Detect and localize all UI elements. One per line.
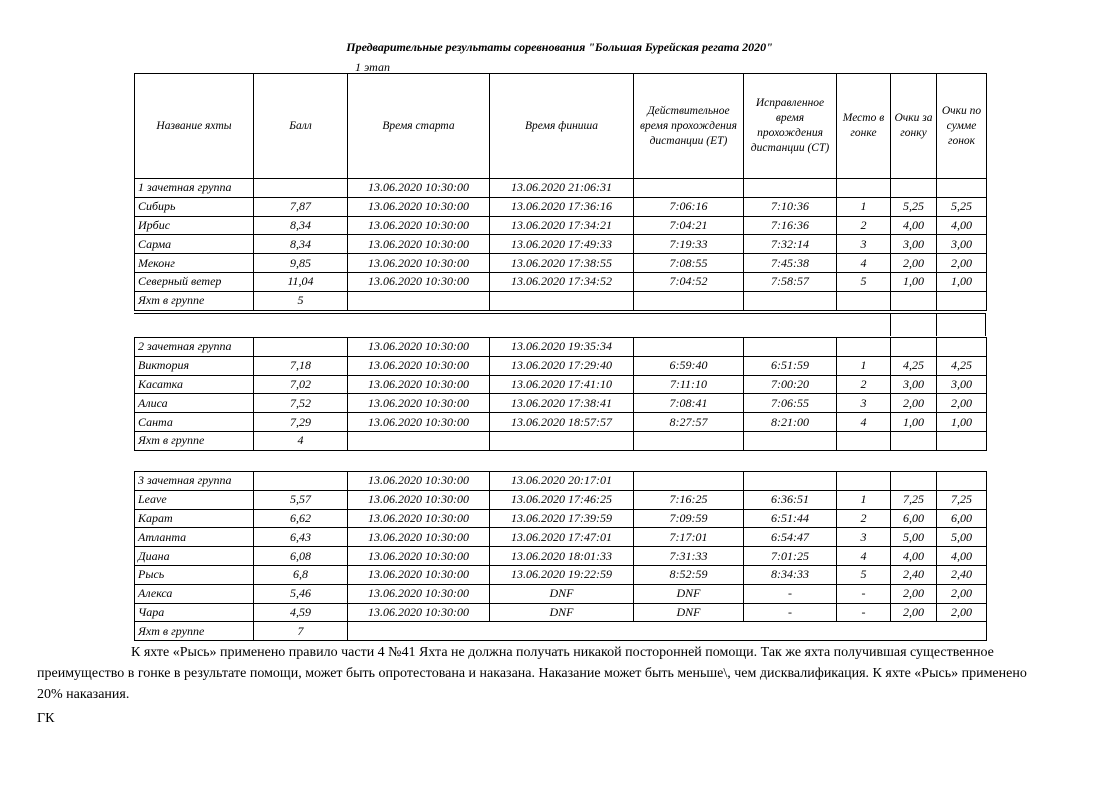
corrected-time: 8:21:00 xyxy=(744,413,837,432)
race-place: 2 xyxy=(837,216,891,235)
yacht-name: Сибирь xyxy=(135,197,254,216)
yacht-name: Рысь xyxy=(135,565,254,584)
empty-cell xyxy=(490,291,634,310)
empty-cell xyxy=(254,179,348,198)
group-count-row xyxy=(135,431,987,450)
results-table-group-3 xyxy=(134,471,987,641)
race-place: 2 xyxy=(837,509,891,528)
empty-cell xyxy=(937,179,987,198)
group-3-body xyxy=(135,472,987,641)
empty-cell xyxy=(891,179,937,198)
total-points: 5,00 xyxy=(937,528,987,547)
finish-time: 13.06.2020 18:01:33 xyxy=(490,547,634,566)
race-points: 6,00 xyxy=(891,509,937,528)
yacht-name: Касатка xyxy=(135,375,254,394)
empty-cell xyxy=(744,179,837,198)
group-label: 3 зачетная группа xyxy=(135,472,254,491)
start-time: 13.06.2020 10:30:00 xyxy=(348,197,490,216)
elapsed-time: 7:19:33 xyxy=(634,235,744,254)
empty-cell xyxy=(744,472,837,491)
yacht-score: 7,29 xyxy=(254,413,348,432)
corrected-time: 6:51:44 xyxy=(744,509,837,528)
total-points: 3,00 xyxy=(937,235,987,254)
elapsed-time: 8:52:59 xyxy=(634,565,744,584)
group-count-row xyxy=(135,622,987,641)
empty-cell xyxy=(837,291,891,310)
elapsed-time: 7:31:33 xyxy=(634,547,744,566)
race-points: 2,00 xyxy=(891,254,937,273)
group-2-body xyxy=(135,338,987,451)
empty-cell xyxy=(937,291,987,310)
total-points: 1,00 xyxy=(937,413,987,432)
yacht-name: Leave xyxy=(135,490,254,509)
start-time: 13.06.2020 10:30:00 xyxy=(348,272,490,291)
table-row xyxy=(135,547,987,566)
table-row xyxy=(135,254,987,273)
header-et: Действительное время прохождения дистанции (ET) xyxy=(634,74,744,179)
race-points: 4,00 xyxy=(891,216,937,235)
elapsed-time: 7:08:55 xyxy=(634,254,744,273)
start-time: 13.06.2020 10:30:00 xyxy=(348,356,490,375)
race-points: 3,00 xyxy=(891,235,937,254)
header-score: Балл xyxy=(254,74,348,179)
finish-time: 13.06.2020 17:36:16 xyxy=(490,197,634,216)
total-points: 2,40 xyxy=(937,565,987,584)
start-time: 13.06.2020 10:30:00 xyxy=(348,584,490,603)
corrected-time: 7:01:25 xyxy=(744,547,837,566)
yacht-score: 6,08 xyxy=(254,547,348,566)
penalty-note xyxy=(37,642,1037,705)
table-row xyxy=(135,413,987,432)
group-header-row xyxy=(135,338,987,357)
header-ct: Исправленное время прохождения дистанции (CT) xyxy=(744,74,837,179)
race-place: 4 xyxy=(837,413,891,432)
group-count-label: Яхт в группе xyxy=(135,291,254,310)
group-start-time: 13.06.2020 10:30:00 xyxy=(348,472,490,491)
yacht-score: 5,57 xyxy=(254,490,348,509)
race-place: 1 xyxy=(837,356,891,375)
empty-cell xyxy=(634,431,744,450)
elapsed-time: 7:06:16 xyxy=(634,197,744,216)
start-time: 13.06.2020 10:30:00 xyxy=(348,216,490,235)
group-finish-time: 13.06.2020 21:06:31 xyxy=(490,179,634,198)
start-time: 13.06.2020 10:30:00 xyxy=(348,413,490,432)
elapsed-time: 7:11:10 xyxy=(634,375,744,394)
elapsed-time: 6:59:40 xyxy=(634,356,744,375)
empty-cell xyxy=(634,472,744,491)
empty-cell xyxy=(744,291,837,310)
total-points: 4,00 xyxy=(937,547,987,566)
yacht-score: 6,62 xyxy=(254,509,348,528)
total-points: 6,00 xyxy=(937,509,987,528)
race-points: 4,25 xyxy=(891,356,937,375)
yacht-name: Диана xyxy=(135,547,254,566)
total-points: 2,00 xyxy=(937,394,987,413)
group-label: 1 зачетная группа xyxy=(135,179,254,198)
total-points: 7,25 xyxy=(937,490,987,509)
yacht-name: Чара xyxy=(135,603,254,622)
corrected-time: 8:34:33 xyxy=(744,565,837,584)
yacht-name: Алекса xyxy=(135,584,254,603)
corrected-time: 7:45:38 xyxy=(744,254,837,273)
yacht-name: Атланта xyxy=(135,528,254,547)
elapsed-time: 8:27:57 xyxy=(634,413,744,432)
total-points: 5,25 xyxy=(937,197,987,216)
group-count-row xyxy=(135,291,987,310)
empty-cell xyxy=(490,431,634,450)
signature: ГК xyxy=(37,711,55,726)
yacht-name: Северный ветер xyxy=(135,272,254,291)
race-points: 1,00 xyxy=(891,272,937,291)
race-place: 1 xyxy=(837,197,891,216)
group-header-row xyxy=(135,472,987,491)
elapsed-time: 7:17:01 xyxy=(634,528,744,547)
group-1-body xyxy=(135,179,987,311)
corrected-time: - xyxy=(744,584,837,603)
race-points: 3,00 xyxy=(891,375,937,394)
group-label: 2 зачетная группа xyxy=(135,338,254,357)
empty-cell xyxy=(837,431,891,450)
finish-time: 13.06.2020 17:29:40 xyxy=(490,356,634,375)
start-time: 13.06.2020 10:30:00 xyxy=(348,254,490,273)
table-row xyxy=(135,603,987,622)
total-points: 1,00 xyxy=(937,272,987,291)
table-row xyxy=(135,394,987,413)
group-separator xyxy=(134,313,986,336)
yacht-score: 6,8 xyxy=(254,565,348,584)
group-finish-time: 13.06.2020 20:17:01 xyxy=(490,472,634,491)
corrected-time: 7:10:36 xyxy=(744,197,837,216)
finish-time: 13.06.2020 17:49:33 xyxy=(490,235,634,254)
table-row xyxy=(135,584,987,603)
group-finish-time: 13.06.2020 19:35:34 xyxy=(490,338,634,357)
total-points: 2,00 xyxy=(937,254,987,273)
corrected-time: 7:58:57 xyxy=(744,272,837,291)
race-points: 2,40 xyxy=(891,565,937,584)
elapsed-time: 7:09:59 xyxy=(634,509,744,528)
empty-cell xyxy=(891,431,937,450)
yacht-name: Меконг xyxy=(135,254,254,273)
race-place: - xyxy=(837,584,891,603)
header-points: Очки за гонку xyxy=(891,74,937,179)
header-start: Время старта xyxy=(348,74,490,179)
finish-time: 13.06.2020 17:38:55 xyxy=(490,254,634,273)
header-place: Место в гонке xyxy=(837,74,891,179)
yacht-name: Алиса xyxy=(135,394,254,413)
race-place: 3 xyxy=(837,528,891,547)
table-row xyxy=(135,235,987,254)
finish-time: 13.06.2020 17:38:41 xyxy=(490,394,634,413)
empty-cell xyxy=(254,472,348,491)
empty-cell xyxy=(634,338,744,357)
start-time: 13.06.2020 10:30:00 xyxy=(348,394,490,413)
total-points: 2,00 xyxy=(937,603,987,622)
race-place: 1 xyxy=(837,490,891,509)
elapsed-time: 7:08:41 xyxy=(634,394,744,413)
group-count: 7 xyxy=(254,622,348,641)
finish-time: 13.06.2020 17:47:01 xyxy=(490,528,634,547)
start-time: 13.06.2020 10:30:00 xyxy=(348,603,490,622)
yacht-score: 8,34 xyxy=(254,216,348,235)
race-place: 4 xyxy=(837,547,891,566)
elapsed-time: DNF xyxy=(634,584,744,603)
header-finish: Время финиша xyxy=(490,74,634,179)
yacht-score: 9,85 xyxy=(254,254,348,273)
group-header-row xyxy=(135,179,987,198)
empty-cell xyxy=(254,338,348,357)
group-count: 4 xyxy=(254,431,348,450)
corrected-time: 6:51:59 xyxy=(744,356,837,375)
yacht-score: 8,34 xyxy=(254,235,348,254)
race-place: 5 xyxy=(837,565,891,584)
group-start-time: 13.06.2020 10:30:00 xyxy=(348,338,490,357)
table-row xyxy=(135,216,987,235)
finish-time: 13.06.2020 17:34:21 xyxy=(490,216,634,235)
empty-cell xyxy=(891,338,937,357)
group-start-time: 13.06.2020 10:30:00 xyxy=(348,179,490,198)
race-place: 4 xyxy=(837,254,891,273)
finish-time: 13.06.2020 19:22:59 xyxy=(490,565,634,584)
total-points: 4,25 xyxy=(937,356,987,375)
group-count-label: Яхт в группе xyxy=(135,431,254,450)
race-place: - xyxy=(837,603,891,622)
empty-cell xyxy=(837,338,891,357)
start-time: 13.06.2020 10:30:00 xyxy=(348,547,490,566)
finish-time: 13.06.2020 17:46:25 xyxy=(490,490,634,509)
yacht-score: 5,46 xyxy=(254,584,348,603)
table-row xyxy=(135,509,987,528)
table-row xyxy=(135,272,987,291)
empty-cell xyxy=(891,291,937,310)
table-row xyxy=(135,490,987,509)
corrected-time: 6:36:51 xyxy=(744,490,837,509)
table-row xyxy=(135,356,987,375)
stage-label: 1 этап xyxy=(355,60,390,74)
total-points: 3,00 xyxy=(937,375,987,394)
start-time: 13.06.2020 10:30:00 xyxy=(348,565,490,584)
finish-time: DNF xyxy=(490,603,634,622)
header-total: Очки по сумме гонок xyxy=(937,74,987,179)
yacht-score: 7,52 xyxy=(254,394,348,413)
total-points: 4,00 xyxy=(937,216,987,235)
race-place: 3 xyxy=(837,394,891,413)
empty-cell xyxy=(937,472,987,491)
yacht-score: 7,02 xyxy=(254,375,348,394)
finish-time: 13.06.2020 18:57:57 xyxy=(490,413,634,432)
start-time: 13.06.2020 10:30:00 xyxy=(348,235,490,254)
finish-time: 13.06.2020 17:39:59 xyxy=(490,509,634,528)
corrected-time: 7:32:14 xyxy=(744,235,837,254)
corrected-time: - xyxy=(744,603,837,622)
corrected-time: 6:54:47 xyxy=(744,528,837,547)
yacht-name: Ирбис xyxy=(135,216,254,235)
corrected-time: 7:00:20 xyxy=(744,375,837,394)
elapsed-time: 7:16:25 xyxy=(634,490,744,509)
empty-cell xyxy=(891,472,937,491)
results-table-group-2 xyxy=(134,337,987,451)
empty-cell xyxy=(348,291,490,310)
race-place: 3 xyxy=(837,235,891,254)
results-table-group-1 xyxy=(134,73,987,311)
race-place: 5 xyxy=(837,272,891,291)
race-points: 2,00 xyxy=(891,584,937,603)
table-row xyxy=(135,375,987,394)
elapsed-time: 7:04:52 xyxy=(634,272,744,291)
yacht-score: 6,43 xyxy=(254,528,348,547)
empty-cell xyxy=(634,179,744,198)
empty-cell xyxy=(837,472,891,491)
finish-time: DNF xyxy=(490,584,634,603)
header-row xyxy=(135,74,987,179)
empty-cell xyxy=(634,291,744,310)
start-time: 13.06.2020 10:30:00 xyxy=(348,528,490,547)
empty-cell xyxy=(348,431,490,450)
race-points: 1,00 xyxy=(891,413,937,432)
empty-cell xyxy=(744,338,837,357)
yacht-score: 4,59 xyxy=(254,603,348,622)
yacht-score: 11,04 xyxy=(254,272,348,291)
table-row xyxy=(135,197,987,216)
empty-cell xyxy=(937,338,987,357)
group-count-label: Яхт в группе xyxy=(135,622,254,641)
penalty-note-text: К яхте «Рысь» применено правило части 4 №41 Яхта не должна получать никакой посторонней помощи. Так же яхта получившая существенное преимущество в гонке в результате помощи, может быть опротестована и наказана. Наказание может быть меньше\, чем дисквалификация. К яхте «Рысь» применено 20% наказания. xyxy=(37,645,1027,702)
yacht-score: 7,18 xyxy=(254,356,348,375)
elapsed-time: DNF xyxy=(634,603,744,622)
yacht-name: Сарма xyxy=(135,235,254,254)
document-title: Предварительные результаты соревнования "Большая Бурейская регата 2020" xyxy=(346,40,773,54)
empty-cell xyxy=(837,179,891,198)
elapsed-time: 7:04:21 xyxy=(634,216,744,235)
group-count: 5 xyxy=(254,291,348,310)
race-points: 2,00 xyxy=(891,394,937,413)
total-points: 2,00 xyxy=(937,584,987,603)
yacht-name: Виктория xyxy=(135,356,254,375)
race-points: 7,25 xyxy=(891,490,937,509)
race-points: 2,00 xyxy=(891,603,937,622)
finish-time: 13.06.2020 17:34:52 xyxy=(490,272,634,291)
table-row xyxy=(135,528,987,547)
start-time: 13.06.2020 10:30:00 xyxy=(348,490,490,509)
table-row xyxy=(135,565,987,584)
yacht-score: 7,87 xyxy=(254,197,348,216)
race-points: 5,25 xyxy=(891,197,937,216)
start-time: 13.06.2020 10:30:00 xyxy=(348,375,490,394)
race-points: 4,00 xyxy=(891,547,937,566)
empty-cell xyxy=(937,431,987,450)
yacht-name: Санта xyxy=(135,413,254,432)
race-place: 2 xyxy=(837,375,891,394)
race-points: 5,00 xyxy=(891,528,937,547)
header-name: Название яхты xyxy=(135,74,254,179)
yacht-name: Карат xyxy=(135,509,254,528)
finish-time: 13.06.2020 17:41:10 xyxy=(490,375,634,394)
start-time: 13.06.2020 10:30:00 xyxy=(348,509,490,528)
empty-cell xyxy=(744,431,837,450)
corrected-time: 7:06:55 xyxy=(744,394,837,413)
empty-cell xyxy=(348,622,987,641)
corrected-time: 7:16:36 xyxy=(744,216,837,235)
